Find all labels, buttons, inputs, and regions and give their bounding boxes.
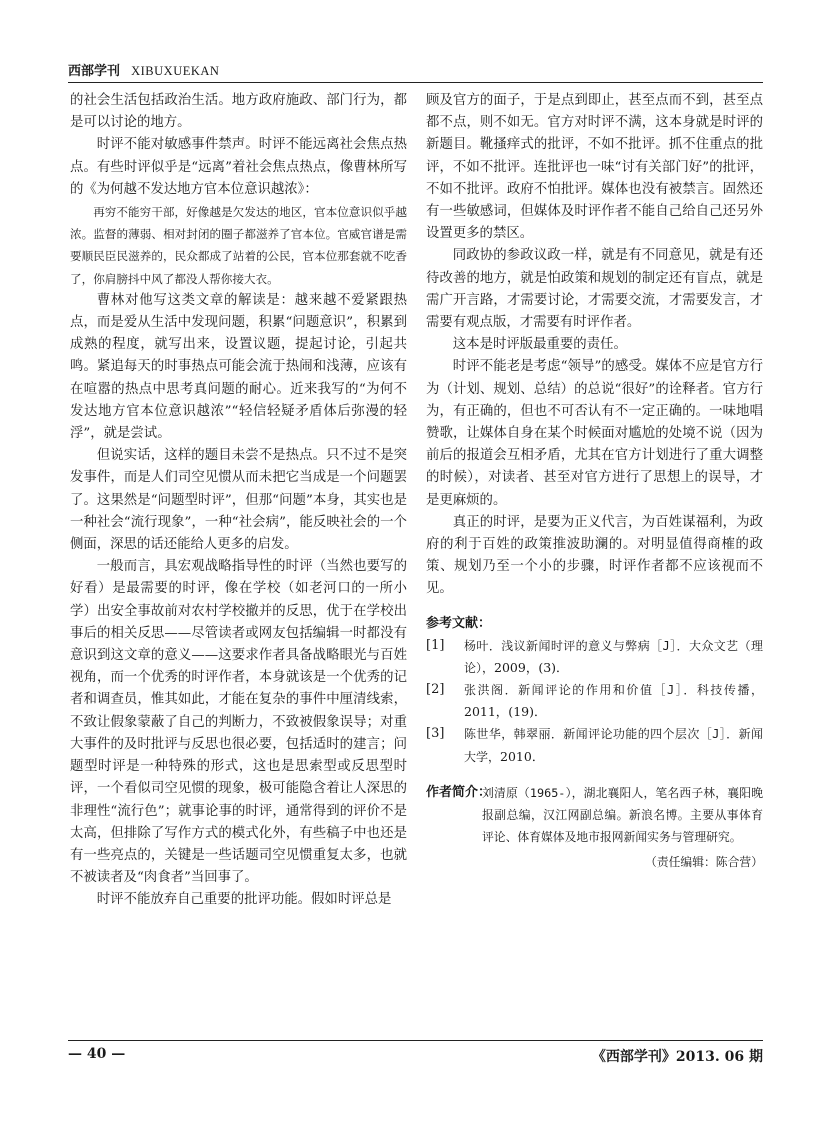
reference-number: [2] [426, 682, 445, 698]
left-column [70, 90, 407, 912]
paragraph: 真正的时评，是要为正义代言，为百姓谋福利，为政府的利于百姓的政策推波助澜的。对明显值得商榷的政策、规划乃至一个小的步骤，时评作者都不应该视而不见。 [426, 514, 763, 597]
reference-text: 张洪阁．新闻评论的作用和价值［J］．科技传播， [464, 683, 763, 698]
reference-text: 杨叶．浅议新闻时评的意义与弊病［J］．大众文艺（理论）， [464, 638, 763, 675]
paragraph: 一般而言，具宏观战略指导性的时评（当然也要写的好看）是最需要的时评，像在学校（如老河口的一所小学）出安全事故前对农村学校撤并的反思，优于在学校出事后的相关反思——尽管读者或网友包括编辑一时都没有意识到这文章的意义——这要求作者具备战略眼光与百姓视角，而一个优秀的时评作者，本身就该是一个优秀的记者和调查员，惟其如此，才能在复杂的事件中厘清线索，不致让假象蒙蔽了自己的判断力，不致被假象误导；对重大事件的及时批评与反思也很必要，包括适时的建言；问题型时评是一种特殊的形式，这也是思索型或反思型时评，一个看似司空见惯的现象，极可能隐含着让人深思的非理性“流行色”；就事论事的时评，通常得到的评价不是太高，但排除了写作方式的模式化外，有些稿子中也还是有一些亮点的，关键是一些话题司空见惯重复太多，也就不被读者及“肉食者”当回事了。 [70, 559, 407, 886]
paragraph: 这本是时评版最重要的责任。 [452, 337, 627, 353]
reference-year: 2010． [500, 748, 545, 764]
references-list [426, 635, 763, 768]
responsible-editor: （责任编辑：陈合营） [645, 854, 763, 869]
paragraph: 曹林对他写这类文章的解读是：越来越不爱紧跟热点，而是爱从生活中发现问题，积累“问题意识”，积累到成熟的程度，就写出来，设置议题，提起讨论，引起共鸣。紧追每天的时事热点可能会流于热闹和浅薄，应该有在喧嚣的热点中思考真问题的耐心。近来我写的“为何不发达地方官本位意识越浓”“轻信轻疑矛盾体后弥漫的轻浮”，就是尝试。 [70, 292, 407, 442]
paragraph: 顾及官方的面子，于是点到即止，甚至点而不到，甚至点都不点，则不如无。官方对时评不满，这本身就是时评的新题目。靴搔痒式的批评，不如不批评。抓不住重点的批评，不如不批评。连批评也一味“讨有关部门好”的批评，不如不批评。政府不怕批评。媒体也没有被禁言。固然还有一些敏感词，但媒体及时评作者不能自己给自己还另外设置更多的禁区。 [426, 93, 763, 242]
reference-text: 陈世华，韩翠丽．新闻评论功能的四个层次［J］．新闻大学， [464, 727, 763, 764]
paragraph: 时评不能老是考虑“领导”的感受。媒体不应是官方行为（计划、规划、总结）的总说“很好”的诠释者。官方行为，有正确的，但也不可否认有不一定正确的。一味地唱赞歌，让媒体自身在某个时候面对尴尬的处境不说（因为前后的报道会互相矛盾，尤其在官方计划进行了重大调整的时候），对读者、甚至对官方进行了思想上的误导，才是更麻烦的。 [426, 359, 763, 508]
right-paragraphs [426, 90, 763, 601]
journal-name: 西部学刊 [68, 64, 121, 79]
author-bio-text: 刘清原（1965-），湖北襄阳人，笔名西子林，襄阳晚报副总编，汉江网副总编。新浪名博。主要从事体育评论、体育媒体及地市报网新闻实务与管理研究。 [482, 785, 763, 845]
reference-year: 2011，(19)． [464, 704, 547, 720]
reference-item [426, 635, 763, 679]
page-number: — 40 — [68, 1046, 126, 1062]
paragraph: 同政协的参政议政一样，就是有不同意见，就是有还待改善的地方，就是怕政策和规划的制定还有盲点，就是需广开言路，才需要讨论，才需要交流，才需要发言，才需要有观点版，才需要有时评作者。 [426, 248, 763, 331]
header-rule [68, 82, 763, 83]
reference-year: 2009，(3)． [494, 659, 569, 675]
reference-number: [3] [426, 726, 445, 742]
author-bio-label: 作者简介： [426, 784, 492, 800]
block-quote: 再穷不能穷干部，好像越是欠发达的地区，官本位意识似乎越浓。监督的薄弱、相对封闭的圈子都滋养了官本位。官威官谱是需要顺民臣民滋养的，民众都成了站着的公民，官本位那套就不吃香了，你肩膀抖中风了都没人帮你接大衣。 [70, 205, 407, 286]
issue-label: 《西部学刊》2013. 06 期 [591, 1049, 763, 1065]
right-column [426, 90, 763, 873]
paragraph: 时评不能对敏感事件禁声。时评不能远离社会焦点热点。有些时评似乎是“远离”着社会焦点热点，像曹林所写的《为何越不发达地方官本位意识越浓》： [70, 137, 407, 197]
paragraph: 时评不能放弃自己重要的批评功能。假如时评总是 [96, 892, 392, 908]
footer-rule [68, 1040, 763, 1041]
running-header [68, 60, 763, 82]
author-bio [426, 782, 763, 849]
paragraph: 的社会生活包括政治生活。地方政府施政、部门行为，都是可以讨论的地方。 [70, 93, 407, 131]
paragraph: 但说实话，这样的题目未尝不是热点。只不过不是突发事件，而是人们司空见惯从而未把它当成是一个问题罢了。这果然是“问题型时评”，但那“问题”本身，其实也是一种社会“流行现象”，一种“社会病”，能反映社会的一个侧面，深思的话还能给人更多的启发。 [70, 448, 407, 553]
reference-number: [1] [426, 637, 445, 653]
journal-pinyin: XIBUXUEKAN [131, 64, 220, 78]
reference-item [426, 723, 763, 767]
reference-item [426, 679, 763, 723]
references-title: 参考文献： [426, 615, 492, 631]
